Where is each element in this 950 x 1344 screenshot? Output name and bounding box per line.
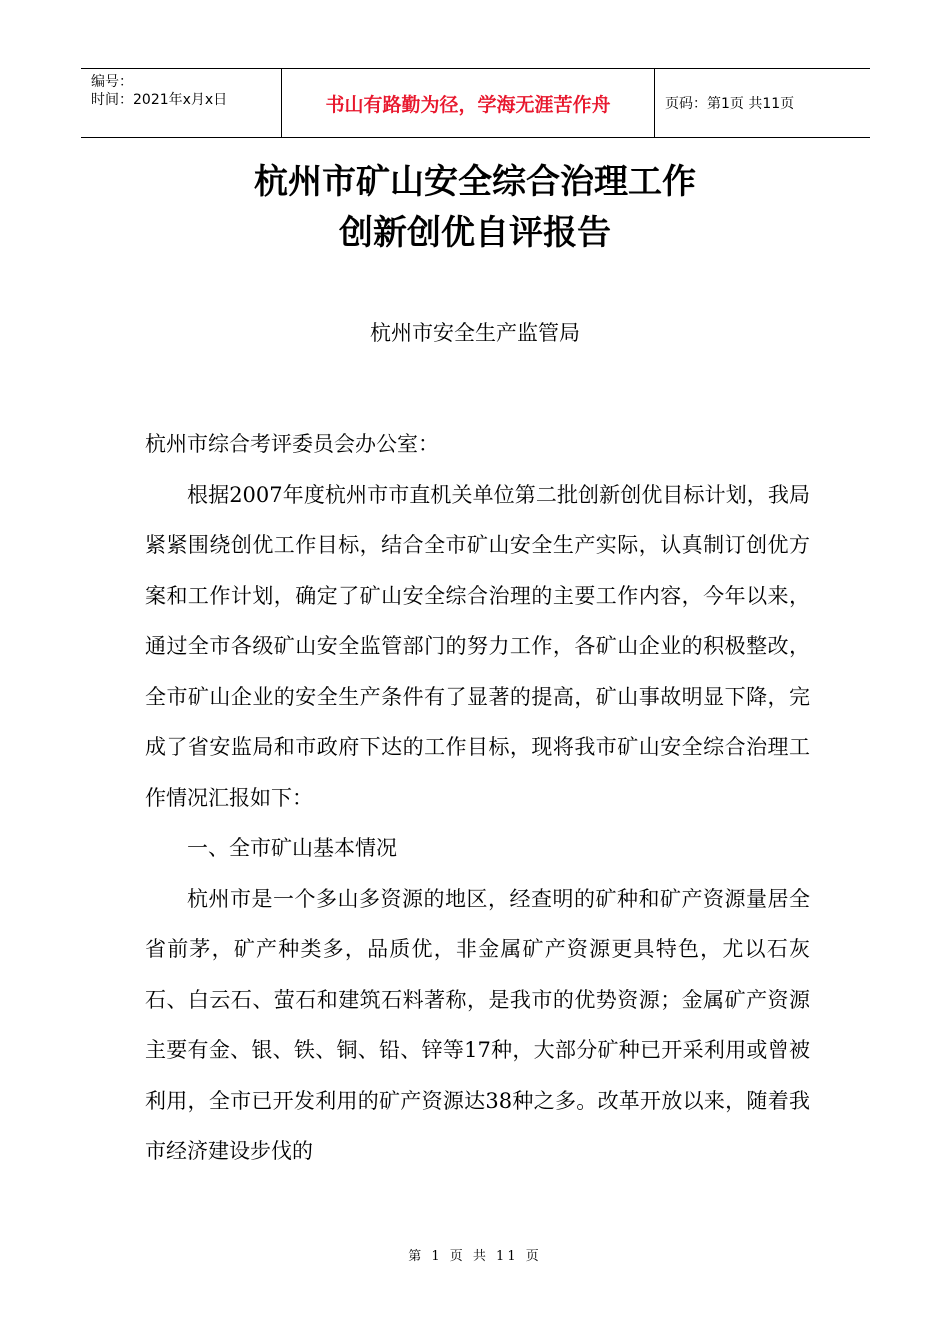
document-title-line2: 创新创优自评报告 <box>339 213 611 253</box>
document-number-label: 编号： <box>91 74 133 90</box>
document-date-label: 时间：2021年x月x日 <box>91 92 228 108</box>
section-heading: 一、全市矿山基本情况 <box>187 836 397 860</box>
paragraph-basic-situation: 杭州市是一个多山多资源的地区，经查明的矿种和矿产资源量居全省前茅，矿产种类多，品质优，非金属矿产资源更具特色，尤以石灰石、白云石、萤石和建筑石料著称，是我市的优势资源；金属矿产资源主要有金、银、铁、铜、铅、锌等17种，大部分矿种已开采利用或曾被利用，全市已开发利用的矿产资源达38种之多。改革开放以来，随着我市经济建设步伐的 <box>145 886 810 1163</box>
document-body <box>145 419 810 1177</box>
page-footer: 第 1 页 共 11 页 <box>408 1249 542 1264</box>
document-title-line1: 杭州市矿山安全综合治理工作 <box>254 162 696 202</box>
page-header <box>81 68 870 138</box>
salutation: 杭州市综合考评委员会办公室： <box>145 432 439 456</box>
header-page-info: 页码：第1页 共11页 <box>665 96 795 112</box>
header-motto: 书山有路勤为径，学海无涯苦作舟 <box>281 69 655 137</box>
header-meta <box>81 69 281 137</box>
issuing-organization: 杭州市安全生产监管局 <box>370 321 580 345</box>
paragraph-intro: 根据2007年度杭州市市直机关单位第二批创新创优目标计划，我局紧紧围绕创优工作目标，结合全市矿山安全生产实际，认真制订创优方案和工作计划，确定了矿山安全综合治理的主要工作内容，今年以来，通过全市各级矿山安全监管部门的努力工作，各矿山企业的积极整改，全市矿山企业的安全生产条件有了显著的提高，矿山事故明显下降，完成了省安监局和市政府下达的工作目标，现将我市矿山安全综合治理工作情况汇报如下： <box>145 482 810 810</box>
